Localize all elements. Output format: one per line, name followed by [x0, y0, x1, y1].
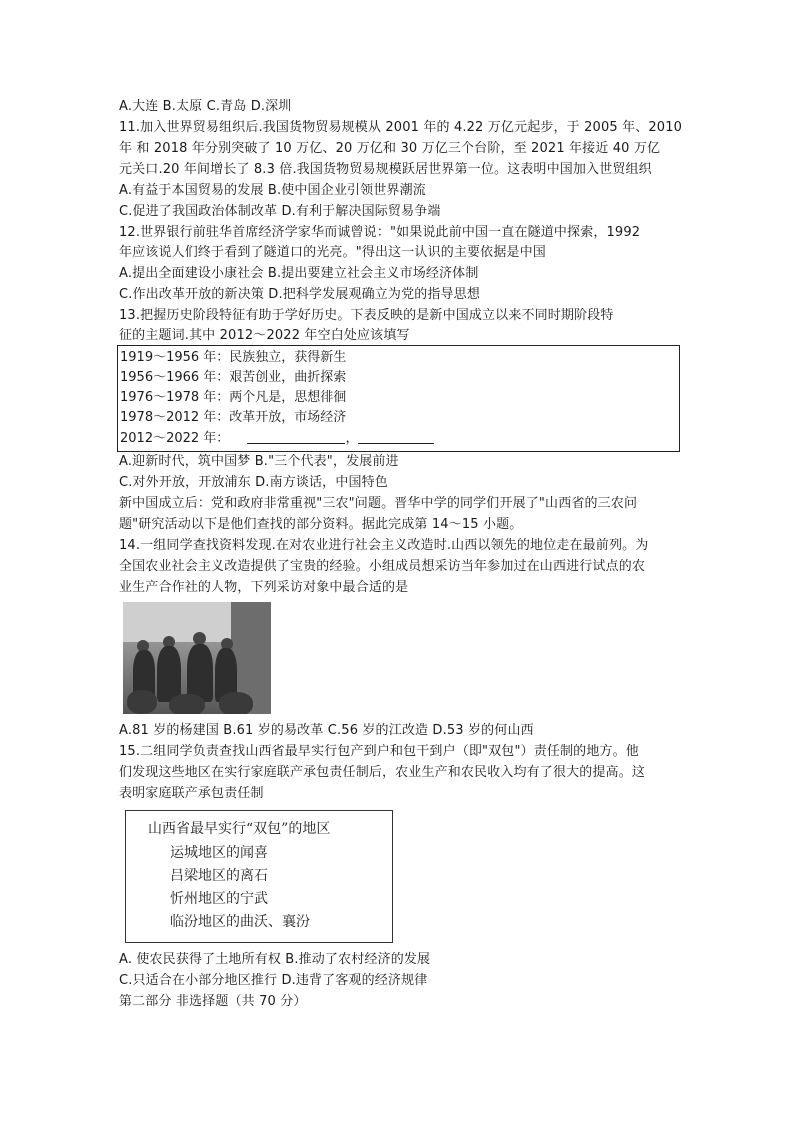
q13-stem-line1: 13.把握历史阶段特征有助于学好历史。下表反映的是新中国成立以来不同时期阶段特	[119, 308, 614, 323]
q12-options-cd: C.作出改革开放的新决策 D.把科学发展观确立为党的指导思想	[119, 287, 480, 302]
q11-stem-line2: 年 和 2018 年分别突破了 10 万亿、20 万亿和 30 万亿三个台阶，至 2021 年接近 40 万亿	[119, 141, 661, 156]
q15-stem-line1: 15.二组同学负责查找山西省最早实行包产到户和包干到户（即"双包"）责任制的地方。他	[119, 744, 639, 759]
q14-15-intro-line2: 题"研究活动以下是他们查找的部分资料。据此完成第 14～15 小题。	[119, 517, 523, 532]
table-row: 1919～1956 年：民族独立，获得新生	[120, 350, 347, 365]
section-heading: 第二部分 非选择题（共 70 分）	[119, 994, 307, 1009]
table-row: 1956～1966 年：艰苦创业，曲折探索	[120, 370, 347, 385]
fill-blank	[247, 431, 345, 444]
q10-options: A.大连 B.太原 C.青岛 D.深圳	[119, 99, 292, 114]
blank-separator: ，	[345, 431, 359, 446]
list-item: 忻州地区的宁武	[170, 891, 268, 907]
q11-stem-line1: 11.加入世界贸易组织后.我国货物贸易规模从 2001 年的 4.22 万亿元起步，于 2005 年、2010	[119, 120, 683, 135]
fill-blank	[358, 431, 434, 444]
table-row: 1978～2012 年：改革开放，市场经济	[120, 410, 347, 425]
q11-options-cd: C.促进了我国政治体制改革 D.有利于解决国际贸易争端	[119, 204, 441, 219]
q13-options-ab: A.迎新时代，筑中国梦 B."三个代表"，发展前进	[119, 454, 399, 469]
q14-stem-line3: 业生产合作社的人物，下列采访对象中最合适的是	[119, 580, 409, 595]
q15-material-box	[125, 810, 393, 943]
q14-stem-line2: 全国农业社会主义改造提供了宝贵的经验。小组成员想采访当年参加过在山西进行试点的农	[119, 559, 646, 574]
table-row-label: 2012～2022 年：	[120, 431, 230, 446]
historical-photo	[123, 602, 271, 714]
q13-table	[117, 345, 680, 452]
q11-options-ab: A.有益于本国贸易的发展 B.使中国企业引领世界潮流	[119, 183, 426, 198]
q13-stem-line2: 征的主题词.其中 2012～2022 年空白处应该填写	[119, 328, 410, 343]
q14-stem-line1: 14.一组同学查找资料发现.在对农业进行社会主义改造时.山西以领先的地位走在最前列。为	[119, 538, 649, 553]
q14-options: A.81 岁的杨建国 B.61 岁的易改革 C.56 岁的江改造 D.53 岁的何山西	[119, 723, 534, 738]
table-row-blank	[120, 431, 434, 447]
q15-options-ab: A. 使农民获得了土地所有权 B.推动了农村经济的发展	[119, 952, 431, 967]
q12-stem-line2: 年应该说人们终于看到了隧道口的光亮。"得出这一认识的主要依据是中国	[119, 245, 546, 260]
list-item: 运城地区的闻喜	[170, 845, 268, 861]
q13-options-cd: C.对外开放，开放浦东 D.南方谈话，中国特色	[119, 475, 388, 490]
q15-options-cd: C.只适合在小部分地区推行 D.违背了客观的经济规律	[119, 973, 428, 988]
q15-stem-line3: 表明家庭联产承包责任制	[119, 786, 264, 801]
list-item: 吕梁地区的离石	[170, 868, 268, 884]
q14-15-intro-line1: 新中国成立后：党和政府非常重视"三农"问题。晋华中学的同学们开展了"山西省的三农问	[119, 496, 638, 511]
table-row: 1976～1978 年：两个凡是，思想徘徊	[120, 390, 347, 405]
q12-stem-line1: 12.世界银行前驻华首席经济学家华而诚曾说："如果说此前中国一直在隧道中探索，1992	[119, 225, 641, 240]
q12-options-ab: A.提出全面建设小康社会 B.提出要建立社会主义市场经济体制	[119, 266, 479, 281]
q15-stem-line2: 们发现这些地区在实行家庭联产承包责任制后，农业生产和农民收入均有了很大的提高。这	[119, 765, 646, 780]
material-title: 山西省最早实行“双包”的地区	[148, 821, 331, 837]
list-item: 临汾地区的曲沃、襄汾	[170, 914, 310, 930]
q11-stem-line3: 元关口.20 年间增长了 8.3 倍.我国货物贸易规模跃居世界第一位。这表明中国加入世贸组织	[119, 162, 652, 177]
